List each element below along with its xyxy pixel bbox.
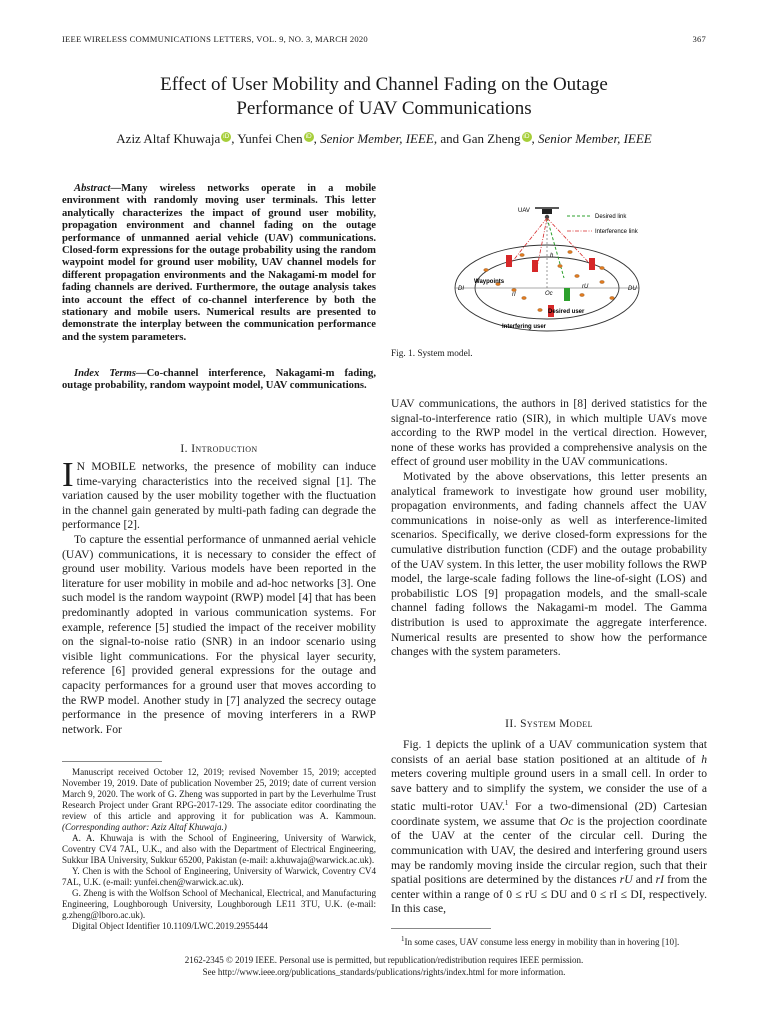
interfering-user-icon (589, 258, 595, 270)
interfering-user-label: Interfering user (502, 324, 547, 330)
uav-icon (535, 208, 559, 219)
author-name: Yunfei Chen (237, 131, 303, 146)
legend-interference-label: Interference link (595, 229, 638, 235)
interfering-user-icon (532, 260, 538, 272)
author-membership: Senior Member, IEEE (320, 131, 434, 146)
section-title: Introduction (191, 443, 258, 455)
doi-line: Digital Object Identifier 10.1109/LWC.2019.2955444 (72, 921, 268, 931)
d-i-label: DI (458, 286, 464, 292)
paragraph: UAV communications, the authors in [8] derived statistics for the signal-to-interference ratio (SIR), in which multiple UAVs move according to the RWP model in the vertical direction. However, none of these works has provided a comprehensive analysis on the effect of ground user mobility in the UAV communications. (391, 397, 707, 469)
footnote-block (62, 767, 376, 932)
interference-link (512, 218, 547, 262)
waypoints-label: Waypoints (474, 279, 505, 285)
r-u-label: rU (582, 284, 589, 290)
abstract-text: —Many wireless networks operate in a mobile environment with randomly moving user terminals. This letter analytically characterizes the impact of ground user mobility, propagation environment and channel fading on the outage performance of unmanned aerial vehicle (UAV) communications. Closed-form expressions for the outage probability using the random waypoint model for ground user mobility, UAV channel models for different propagation environments and the Nakagami-m model for fading channels are derived. Furthermore, the outage analysis takes into account the effect of co-channel interference by both the stationary and mobile users. Numerical results are presented to demonstrate the interplay between the communication performance and the system parameters. (62, 183, 376, 343)
orcid-icon[interactable]: iD (523, 133, 530, 140)
title-line: Performance of UAV Communications (236, 98, 532, 119)
interference-link (537, 218, 547, 268)
footnote-text: Manuscript received October 12, 2019; revised November 15, 2019; accepted November 19, 2019. Date of publication November 25, 2019; date of current version March 9, 2020. The work of G. Zheng was supported in part by the Leverhulme Trust Research Project under Grant RPG-2017-129. The associate editor coordinating the review of this article and approving it for publication was A. Kammoun. (62, 767, 376, 821)
copyright-footer (60, 955, 708, 978)
legend-desired-label: Desired link (595, 214, 627, 220)
author-name: and Gan Zheng (440, 131, 521, 146)
author-membership: Senior Member, IEEE (538, 131, 652, 146)
footnote-paragraph: A. A. Khuwaja is with the School of Engineering, University of Warwick, Coventry CV4 7AL, U.K., and also with the Department of Electrical Engineering, Sukkur IBA University, Sukkur 65200, Pakistan (e-mail: a.khuwaja@warwick.ac.uk). (62, 833, 376, 865)
paragraph: Fig. 1 depicts the uplink of a UAV communication system that consists of an aerial base station positioned at an altitude of h meters covering multiple ground users in a small cell. In order to save battery and to simplify the system, we consider the use of a static multi-rotor UAV.$^1$ For a two-dimensional (2D) Cartesian coordinate system, we assume that Oc is the projection coordinate of the UAV at the center of the circular cell. During the communication with UAV, the desired and interfering ground users may be randomly moving inside the circular region, such that their spatial positions are determined by the distances rU and rI from the center within a range of 0 ≤ rU ≤ DU and 0 ≤ rI ≤ DI, respectively. In this case, (391, 738, 708, 916)
abstract (62, 183, 376, 344)
paragraph: Motivated by the above observations, this letter presents an analytical framework to investigate how ground user mobility, propagation environments, and fading channels affect the UAV communications in noise-only as well as interference-limited scenarios. Specifically, we derive closed-form expressions for the cumulative distribution function (CDF) and the outage probability of the UAV system. In this letter, the user mobility follows the RWP model, the large-scale fading follows the line-of-sight (LOS) and probabilistic LOS [9] propagation models, and the small-scale channel fading follows the Nakagami-m model. The Gamma distribution is used to approximate the aggregate interference. Numerical results are presented to show how the performance changes with the system parameters. (391, 469, 707, 659)
footnote-rule (391, 928, 491, 929)
d-u-label: DU (628, 286, 637, 292)
figure-caption: Fig. 1. System model. (391, 349, 473, 359)
footnote-paragraph: G. Zheng is with the Wolfson School of Mechanical, Electrical, and Manufacturing Engineering, Loughborough University, Loughborough LE11 3TU, U.K. (e-mail: g.zheng@lboro.ac.uk). (62, 888, 376, 920)
page-number: 367 (692, 34, 706, 44)
footnote-rule (62, 761, 162, 762)
index-terms-text: —Co-channel interference, Nakagami-m fading, outage probability, random waypoint model, UAV communications. (62, 368, 376, 392)
system-model-figure (452, 200, 652, 340)
uav-label: UAV (518, 208, 530, 214)
r-i-label: rI (512, 292, 516, 298)
footnote-paragraph (62, 767, 376, 833)
copyright-line: 2162-2345 © 2019 IEEE. Personal use is permitted, but republication/redistribution requires IEEE permission. (184, 955, 584, 965)
index-terms-label: Index Terms (74, 368, 137, 379)
drop-cap: I (62, 455, 74, 494)
section-number: I. (180, 443, 188, 455)
altitude-label: h (550, 253, 554, 259)
paragraph (62, 455, 376, 533)
section-number: II. (505, 718, 517, 730)
section-body (62, 455, 376, 737)
desired-user-icon (564, 288, 570, 301)
author-list: Aziz Altaf Khuwaja iD , Yunfei Chen iD , Senior Member, IEEE, and Gan Zheng iD , Senior Member, IEEE (116, 131, 652, 146)
orcid-icon[interactable]: iD (223, 133, 230, 140)
paper-title (60, 73, 708, 121)
lead-words: N MOBILE (76, 460, 136, 473)
center-label: Oc (545, 291, 553, 297)
section-body (391, 397, 707, 660)
section-body (391, 738, 707, 917)
orcid-icon[interactable]: iD (305, 133, 312, 140)
footnote-text: In some cases, UAV consume less energy in mobility than in hovering [10]. (404, 937, 680, 948)
running-header: IEEE WIRELESS COMMUNICATIONS LETTERS, VOL. 9, NO. 3, MARCH 2020 (62, 34, 368, 44)
footnote-block (391, 934, 707, 948)
author-name: Aziz Altaf Khuwaja (116, 131, 221, 146)
desired-user-label: Desired user (548, 309, 585, 315)
abstract-label: Abstract (74, 183, 111, 194)
index-terms (62, 368, 376, 393)
footnote-paragraph: Y. Chen is with the School of Engineering, University of Warwick, Coventry CV4 7AL, U.K. (e-mail: yunfei.chen@warwick.ac.uk). (62, 866, 376, 887)
paragraph-text: networks, the presence of mobility can induce time-varying characteristics into the received signal [1]. The variation caused by the user mobility together with the fluctuation in the channel gain generated by multi-path fading can degrade the performance [2]. (62, 460, 376, 532)
corresponding-author: (Corresponding author: Aziz Altaf Khuwaja.) (62, 822, 227, 832)
section-title: System Model (520, 718, 593, 730)
interfering-user-icon (506, 255, 512, 267)
footnote-mark: 1 (401, 935, 405, 943)
desired-link (547, 218, 564, 278)
section-heading (391, 718, 707, 730)
rights-link-line[interactable]: See http://www.ieee.org/publications_standards/publications/rights/index.html for more information. (202, 966, 566, 977)
section-heading (62, 443, 376, 455)
title-line: Effect of User Mobility and Channel Fading on the Outage (160, 74, 608, 95)
paragraph: To capture the essential performance of unmanned aerial vehicle (UAV) communications, it is necessary to consider the effect of ground user mobility. Various models have been reported in the literature for user mobility in mobile and ad-hoc networks [3]. One such model is the random waypoint (RWP) model [4] that has been predominantly adopted in various communication systems. For example, reference [5] studied the impact of the receiver mobility on the signal-to-noise ratio (SNR) in an indoor scenario using visible light communications. For the physical layer security, reference [6] provided general expressions for the outage and capacity performances for a ground user that moves according to the RWP model. Another study in [7] analyzed the secrecy outage performance in the presence of moving interferers in a RWP network. For (62, 532, 376, 736)
